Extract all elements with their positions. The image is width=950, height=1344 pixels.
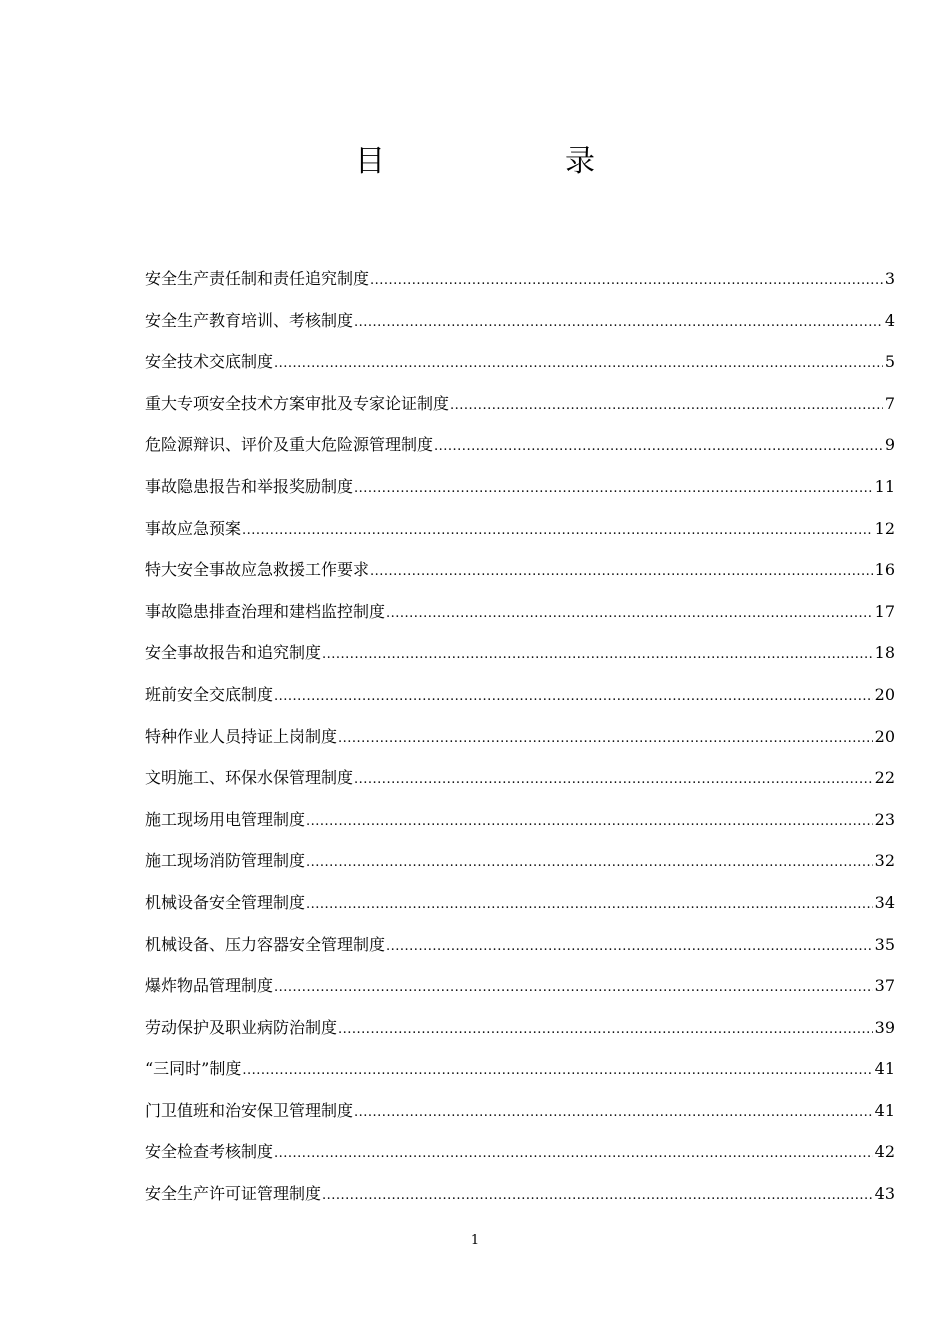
toc-entry-label: 事故隐患排查治理和建档监控制度 [145,601,386,621]
toc-entry-label: 劳动保护及职业病防治制度 [145,1017,338,1037]
toc-entry-page: 35 [874,934,895,954]
toc-entry-label: 安全生产责任制和责任追究制度 [145,269,370,288]
toc-entry-page: 20 [874,684,895,704]
toc-entry-label: 安全检查考核制度 [145,1142,274,1162]
toc-entry-label: 班前安全交底制度 [145,684,274,704]
toc-entry[interactable] [145,924,895,966]
toc-entry-label: 事故应急预案 [145,518,242,538]
toc-entry-page: 11 [874,476,895,496]
toc-entry-page: 41 [874,1059,895,1079]
toc-entry[interactable] [145,258,895,300]
dot-leader [386,593,873,635]
toc-entry[interactable] [145,1173,895,1215]
toc-entry-page: 34 [874,892,895,912]
toc-entry-page: 17 [874,601,895,621]
dot-leader [322,1175,873,1217]
toc-entry[interactable] [145,1007,895,1049]
toc-entry-page: 43 [874,1184,895,1204]
toc-entry-page: 4 [884,310,895,330]
dot-leader [450,385,883,427]
toc-entry[interactable] [145,508,895,550]
dot-leader [386,926,873,968]
toc-entry-label: 安全生产教育培训、考核制度 [145,310,354,330]
toc-entry-label: 安全技术交底制度 [145,352,274,372]
toc-entry-page: 42 [874,1142,895,1162]
dot-leader [242,510,873,552]
toc-entry-page: 39 [874,1017,895,1037]
toc-entry-page: 9 [884,435,895,455]
dot-leader [274,1133,873,1175]
dot-leader [354,302,883,344]
toc-entry[interactable] [145,300,895,342]
dot-leader [242,1050,872,1092]
toc-entry-page: 16 [874,560,895,580]
toc-entry-label: 特种作业人员持证上岗制度 [145,726,338,746]
toc-entry[interactable] [145,549,895,591]
toc-entry-label: 事故隐患报告和举报奖励制度 [145,476,354,496]
toc-entry[interactable] [145,383,895,425]
dot-leader [274,676,873,718]
dot-leader [354,759,873,801]
toc-entry[interactable] [145,424,895,466]
toc-entry-page: 5 [884,352,895,372]
dot-leader [306,801,873,843]
toc-entry[interactable] [145,341,895,383]
toc-entry-page: 7 [884,393,895,413]
toc-entry-label: 机械设备安全管理制度 [145,892,306,912]
toc-entry-page: 41 [874,1100,895,1120]
toc-entry[interactable] [145,840,895,882]
dot-leader [338,718,873,760]
dot-leader [322,634,873,676]
toc-entry[interactable] [145,591,895,633]
dot-leader [338,1009,873,1051]
toc-entry[interactable] [145,674,895,716]
toc-entry-label: “三同时”制度 [145,1059,242,1079]
toc-entry[interactable] [145,757,895,799]
toc-entry-page: 22 [874,768,895,788]
toc-entry-label: 安全生产许可证管理制度 [145,1184,322,1204]
toc-entry-page: 18 [874,643,895,663]
toc-entry[interactable] [145,882,895,924]
toc-entry[interactable] [145,799,895,841]
toc-entry-page: 3 [884,269,895,288]
toc-entry-page: 23 [874,809,895,829]
toc-entry-label: 安全事故报告和追究制度 [145,643,322,663]
toc-entry-label: 文明施工、环保水保管理制度 [145,768,354,788]
toc-entry-label: 重大专项安全技术方案审批及专家论证制度 [145,393,450,413]
toc-entry-label: 危险源辩识、评价及重大危险源管理制度 [145,435,434,455]
toc-entry[interactable] [145,965,895,1007]
dot-leader [274,343,883,385]
dot-leader [306,884,873,926]
toc-entry[interactable] [145,1131,895,1173]
dot-leader [370,260,883,302]
dot-leader [274,967,873,1009]
toc-entry-label: 施工现场消防管理制度 [145,851,306,871]
toc-entry-page: 32 [874,851,895,871]
toc-title: 目 录 [355,144,595,179]
toc-entry-page: 20 [874,726,895,746]
toc-entry-page: 12 [874,518,895,538]
toc-entry[interactable] [145,1048,895,1090]
dot-leader [354,1092,873,1134]
dot-leader [370,551,873,593]
page-number: 1 [470,1233,480,1248]
table-of-contents [145,258,895,1215]
toc-entry-label: 机械设备、压力容器安全管理制度 [145,934,386,954]
toc-entry[interactable] [145,1090,895,1132]
dot-leader [434,426,883,468]
toc-entry[interactable] [145,466,895,508]
toc-entry-label: 门卫值班和治安保卫管理制度 [145,1100,354,1120]
toc-entry-label: 施工现场用电管理制度 [145,809,306,829]
toc-entry[interactable] [145,716,895,758]
toc-entry-label: 爆炸物品管理制度 [145,976,274,996]
toc-entry-label: 特大安全事故应急救援工作要求 [145,560,370,580]
toc-entry-page: 37 [874,976,895,996]
dot-leader [306,842,873,884]
dot-leader [354,468,873,510]
toc-entry[interactable] [145,632,895,674]
